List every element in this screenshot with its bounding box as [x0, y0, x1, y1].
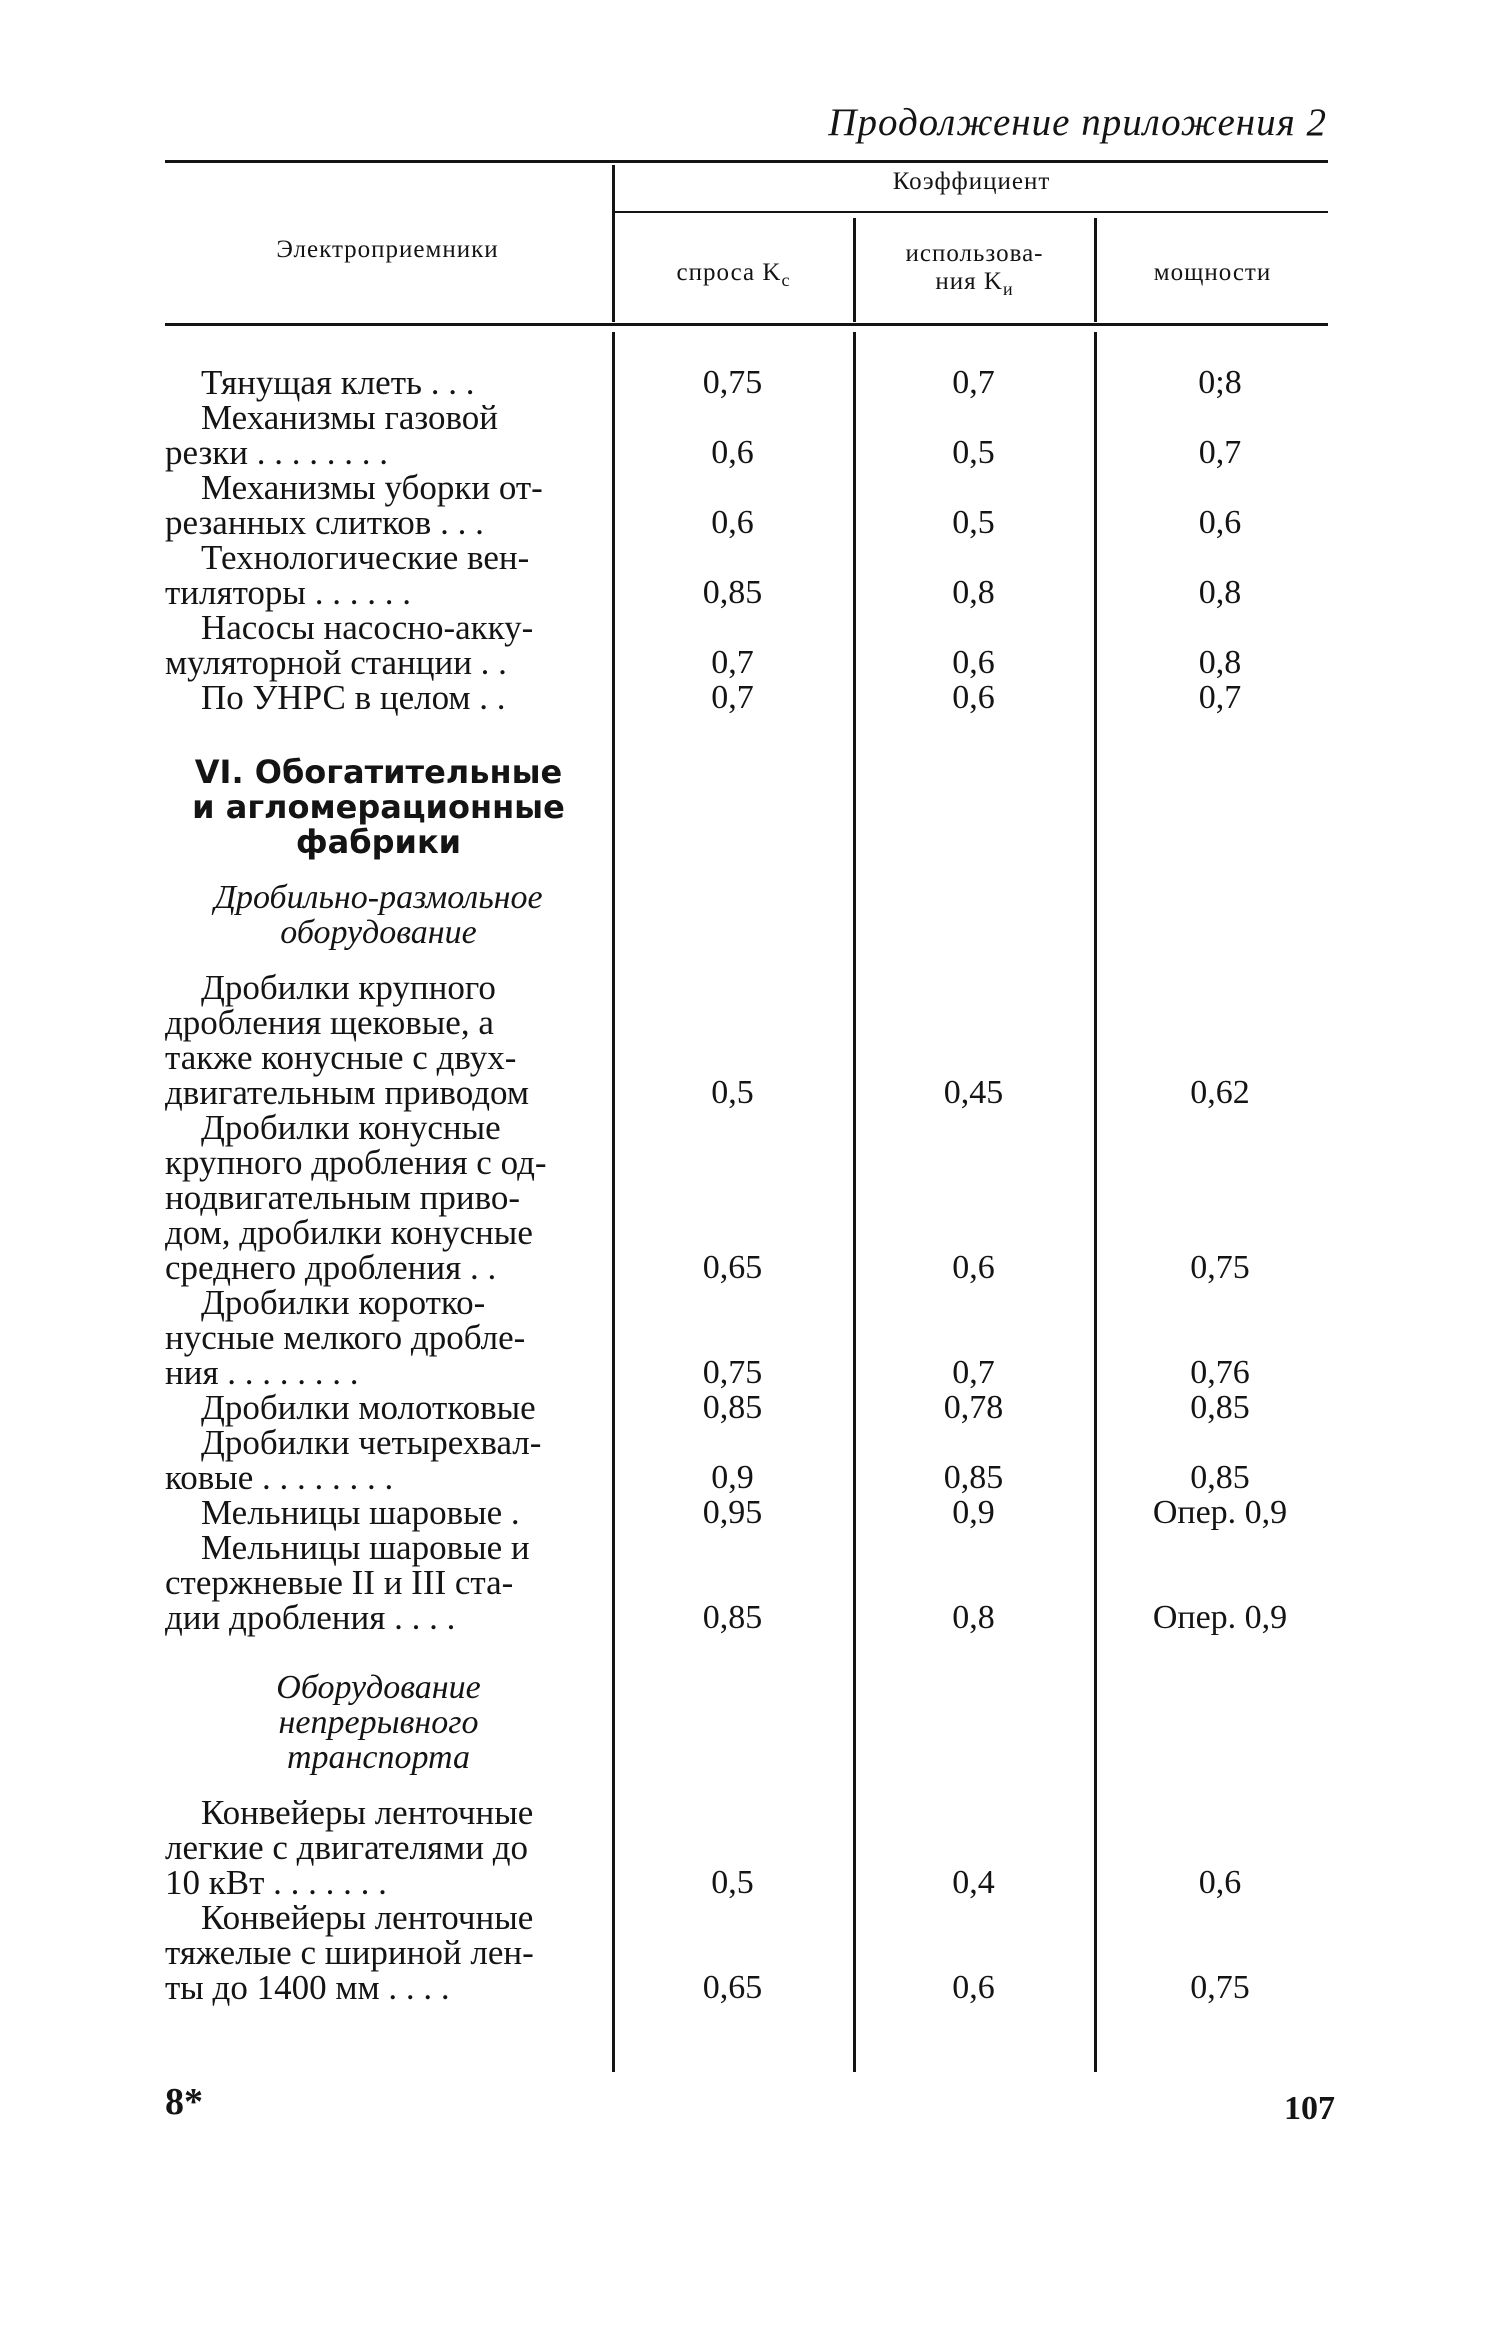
row-label-text: ния . . . . . . . . — [165, 1353, 359, 1392]
demand-value: 0,5 — [711, 1074, 754, 1111]
demand-value: 0,95 — [702, 1494, 763, 1531]
utilization-value: 0,5 — [952, 504, 995, 541]
row-label-text: среднего дробления . . — [165, 1248, 497, 1287]
row-label-text: нодвигательным приво- — [165, 1178, 521, 1217]
row-label-line — [165, 1320, 592, 1355]
row-label-line — [165, 1495, 592, 1530]
row-label-line — [165, 1935, 592, 1970]
section-heading: фабрики — [295, 823, 462, 861]
row-label-text: Дробилки коротко- — [201, 1283, 486, 1322]
row-label — [165, 1425, 592, 1495]
row-label-text: дии дробления . . . . — [165, 1598, 456, 1637]
row-label-text: Дробилки четырехвал- — [201, 1423, 542, 1462]
row-label-text: Мельницы шаровые . — [201, 1493, 520, 1532]
row-label-line — [165, 1830, 592, 1865]
utilization-value: 0,7 — [952, 364, 995, 401]
row-label-line — [165, 1005, 592, 1040]
row-label-text: дробления щековые, а — [165, 1003, 494, 1042]
power-value: 0,8 — [1198, 574, 1242, 611]
demand-value: 0,7 — [711, 679, 754, 716]
row-label-line — [165, 1795, 592, 1830]
row-label-line — [165, 1530, 592, 1565]
demand-value: 0,85 — [702, 574, 763, 611]
row-label — [165, 365, 592, 400]
demand-value: 0,85 — [702, 1389, 763, 1426]
header-bottom-rule — [165, 323, 1328, 326]
row-label-text: ковые . . . . . . . . — [165, 1458, 394, 1497]
power-value: 0,76 — [1190, 1354, 1250, 1391]
row-label-text: Механизмы уборки от- — [201, 468, 543, 507]
power-value: 0,85 — [1190, 1459, 1250, 1496]
row-label-text: нусные мелкого дробле- — [165, 1318, 526, 1357]
row-label-text: ты до 1400 мм . . . . — [165, 1968, 450, 2007]
row-label-text: Конвейеры ленточные — [201, 1793, 534, 1832]
demand-value: 0,75 — [702, 364, 763, 401]
row-label-text: также конусные с двух- — [165, 1038, 517, 1077]
row-label-text: Дробилки молотковые — [201, 1388, 536, 1427]
utilization-value: 0,8 — [952, 1599, 995, 1636]
row-label-line — [165, 1900, 592, 1935]
utilization-value: 0,9 — [952, 1494, 995, 1531]
row-label — [165, 1900, 592, 2005]
row-label-line — [165, 970, 592, 1005]
header-utilization-text: ния K — [935, 268, 1003, 295]
section-heading: и агломерационные — [192, 788, 565, 826]
page-number: 107 — [1284, 2090, 1335, 2127]
utilization-value: 0,6 — [952, 1969, 995, 2006]
row-label-line — [165, 1180, 592, 1215]
row-label-line — [165, 1460, 592, 1495]
row-label-line — [165, 610, 592, 645]
subsection-heading: Оборудование — [276, 1669, 481, 1706]
demand-value: 0,85 — [702, 1599, 763, 1636]
header-utilization-subscript: и — [1002, 279, 1014, 299]
row-label-line — [165, 365, 592, 400]
row-label-text: стержневые II и III ста- — [165, 1563, 514, 1602]
row-label — [165, 540, 592, 610]
row-label-line — [165, 1425, 592, 1460]
power-value: Опер. 0,9 — [1152, 1494, 1288, 1531]
demand-value: 0,6 — [711, 434, 754, 471]
power-value: 0,7 — [1198, 679, 1242, 716]
row-label-text: По УНРС в целом . . — [201, 678, 506, 717]
row-label-line — [165, 1865, 592, 1900]
demand-value: 0,7 — [711, 644, 754, 681]
row-label-text: резанных слитков . . . — [165, 503, 484, 542]
utilization-value: 0,4 — [952, 1864, 995, 1901]
row-label — [165, 1530, 592, 1635]
row-label-line — [165, 1600, 592, 1635]
row-label — [165, 610, 592, 680]
power-value: 0,7 — [1198, 434, 1242, 471]
power-value: 0,75 — [1190, 1969, 1250, 2006]
demand-value: 0,75 — [702, 1354, 763, 1391]
row-label-line — [165, 1390, 592, 1425]
row-label-line — [165, 1110, 592, 1145]
running-head: Продолжение приложения 2 — [828, 101, 1327, 144]
signature-mark: 8* — [165, 2081, 203, 2123]
section-heading: VI. Обогатительные — [194, 753, 563, 791]
row-label — [165, 970, 592, 1110]
row-label-line — [165, 680, 592, 715]
row-label-line — [165, 1250, 592, 1285]
power-value: 0;8 — [1198, 364, 1242, 401]
power-value: 0,62 — [1190, 1074, 1250, 1111]
row-label-text: муляторной станции . . — [165, 643, 507, 682]
utilization-value: 0,5 — [952, 434, 995, 471]
row-label-line — [165, 575, 592, 610]
row-label-line — [165, 1215, 592, 1250]
header-utilization-line2 — [856, 268, 1093, 303]
demand-value: 0,65 — [702, 1969, 763, 2006]
row-label — [165, 1285, 592, 1390]
demand-value: 0,9 — [711, 1459, 754, 1496]
row-label — [165, 1110, 592, 1285]
utilization-value: 0,8 — [952, 574, 995, 611]
utilization-value: 0,85 — [943, 1459, 1004, 1496]
row-label — [165, 1795, 592, 1900]
row-label-text: Технологические вен- — [201, 538, 530, 577]
utilization-value: 0,6 — [952, 644, 995, 681]
header-electroreceivers: Электроприемники — [276, 236, 499, 263]
power-value: 0,6 — [1198, 1864, 1242, 1901]
power-value: 0,6 — [1198, 504, 1242, 541]
power-value: 0,8 — [1198, 644, 1242, 681]
row-label-line — [165, 1145, 592, 1180]
header-coefficient: Коэффициент — [892, 168, 1051, 195]
utilization-value: 0,6 — [952, 1249, 995, 1286]
row-label-text: Мельницы шаровые и — [201, 1528, 530, 1567]
subsection-heading: оборудование — [280, 914, 477, 951]
row-label-text: Дробилки конусные — [201, 1108, 501, 1147]
row-label-line — [165, 1075, 592, 1110]
power-value: 0,75 — [1190, 1249, 1250, 1286]
utilization-value: 0,45 — [943, 1074, 1004, 1111]
utilization-value: 0,7 — [952, 1354, 995, 1391]
row-label-line — [165, 1565, 592, 1600]
row-label-text: резки . . . . . . . . — [165, 433, 389, 472]
subsection-heading: Дробильно-размольное — [214, 879, 543, 916]
row-label-line — [165, 1285, 592, 1320]
header-utilization — [856, 240, 1093, 303]
header-demand-subscript: с — [781, 270, 791, 290]
row-label-line — [165, 1355, 592, 1390]
demand-value: 0,6 — [711, 504, 754, 541]
group-header-rule — [615, 211, 1328, 213]
header-demand — [615, 258, 852, 295]
row-label-text: Конвейеры ленточные — [201, 1898, 534, 1937]
subsection-heading: транспорта — [286, 1739, 471, 1776]
row-label-line — [165, 1970, 592, 2005]
row-label-line — [165, 1040, 592, 1075]
row-label — [165, 400, 592, 470]
row-label-text: Дробилки крупного — [201, 968, 496, 1007]
demand-value: 0,5 — [711, 1864, 754, 1901]
header-demand-text: спроса K — [676, 259, 782, 286]
row-label-line — [165, 505, 592, 540]
row-label-line — [165, 435, 592, 470]
row-label — [165, 1495, 592, 1530]
row-label-text: Насосы насосно-акку- — [201, 608, 534, 647]
row-label-text: Механизмы газовой — [201, 398, 499, 437]
row-label-line — [165, 470, 592, 505]
row-label-text: тиляторы . . . . . . — [165, 573, 411, 612]
power-value: 0,85 — [1190, 1389, 1250, 1426]
row-label-text: тяжелые с шириной лен- — [165, 1933, 534, 1972]
row-label — [165, 1390, 592, 1425]
power-value: Опер. 0,9 — [1152, 1599, 1288, 1636]
utilization-value: 0,78 — [943, 1389, 1004, 1426]
row-label-text: 10 кВт . . . . . . . — [165, 1863, 387, 1902]
row-label-text: Тянущая клеть . . . — [201, 363, 475, 402]
row-label-text: дом, дробилки конусные — [165, 1213, 533, 1252]
utilization-value: 0,6 — [952, 679, 995, 716]
demand-value: 0,65 — [702, 1249, 763, 1286]
header-utilization-line1: использова- — [905, 240, 1044, 267]
row-label — [165, 680, 592, 715]
row-label-text: легкие с двигателями до — [165, 1828, 529, 1867]
row-label-text: крупного дробления с од- — [165, 1143, 547, 1182]
row-label-text: двигательным приводом — [165, 1073, 529, 1112]
subsection-heading: непрерывного — [278, 1704, 479, 1741]
header-power: мощности — [1153, 259, 1272, 286]
table-top-rule — [165, 160, 1328, 163]
row-label-line — [165, 645, 592, 680]
row-label — [165, 470, 592, 540]
row-label-line — [165, 540, 592, 575]
row-label-line — [165, 400, 592, 435]
